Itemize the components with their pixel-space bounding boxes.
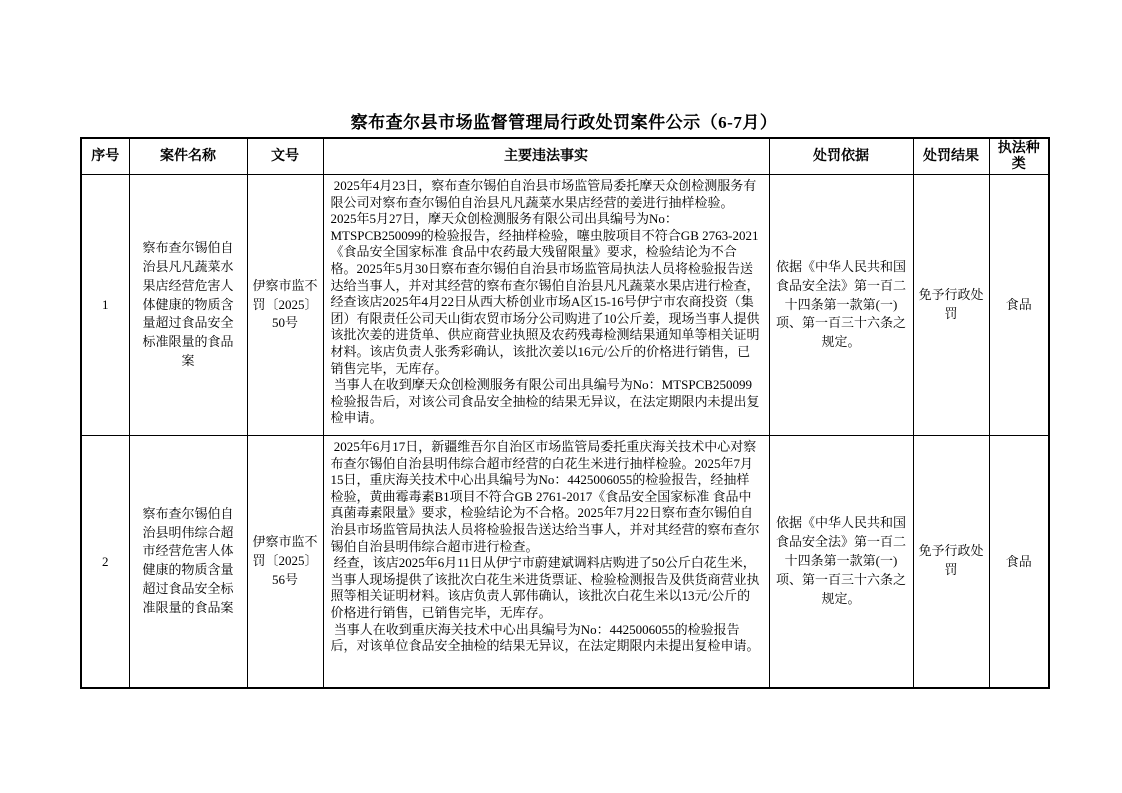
header-result: 处罚结果 [913,138,989,175]
case-doc-number: 伊察市监不罚〔2025〕56号 [247,436,323,688]
case-name: 察布查尔锡伯自治县凡凡蔬菜水果店经营危害人体健康的物质含量超过食品安全标准限量的食品案 [129,175,247,436]
facts-paragraph: 当事人在收到重庆海关技术中心出具编号为No：4425006055的检验报告后，对该单位食品安全抽检的结果无异议，在法定期限内未提出复检申请。 [330,621,760,654]
header-facts: 主要违法事实 [323,138,769,175]
facts-paragraph: 2025年5月27日，摩天众创检测服务有限公司出具编号为No：MTSPCB250099的检验报告，经抽样检验，噻虫胺项目不符合GB 2763-2021《食品安全国家标准 食品中农药最大残留限量》要求，检验结论为不合格。2025年5月30日察布查尔锡伯自治县市场监管局执法人员将检验报告送达给当事人，并对其经营的察布查尔锡伯自治县凡凡蔬菜水果店进行检查，经查该店2025年4月22日从西大桥创业市场A区15-16号伊宁市农商投资（集团）有限责任公司天山街农贸市场分公司购进了10公斤姜，现场当事人提供该批次姜的进货单、供应商营业执照及农药残毒检测结果通知单等相关证明材料。该店负责人张秀彩确认，该批次姜以16元/公斤的价格进行销售，已销售完毕，无库存。 [330,211,760,376]
table-row-case-2 [81,436,1049,688]
header-category: 执法种类 [989,138,1049,175]
case-penalty-basis: 依据《中华人民共和国食品安全法》第一百二十四条第一款第(一)项、第一百三十六条之规定。 [769,436,913,688]
facts-paragraph: 经查，该店2025年6月11日从伊宁市蔚建斌调料店购进了50公斤白花生米，当事人现场提供了该批次白花生米进货票证、检验检测报告及供货商营业执照等相关证明材料。该店负责人郭伟确认，该批次白花生米以13元/公斤的价格进行销售，已销售完毕，无库存。 [330,555,760,620]
case-facts [323,436,769,688]
case-penalty-basis: 依据《中华人民共和国食品安全法》第一百二十四条第一款第(一)项、第一百三十六条之规定。 [769,175,913,436]
page-title: 察布查尔县市场监督管理局行政处罚案件公示（6-7月） [350,113,778,132]
case-index: 2 [81,436,129,688]
case-penalty-result: 免予行政处罚 [913,436,989,688]
case-facts [323,175,769,436]
case-name: 察布查尔锡伯自治县明伟综合超市经营危害人体健康的物质含量超过食品安全标准限量的食品案 [129,436,247,688]
facts-paragraph: 当事人在收到摩天众创检测服务有限公司出具编号为No：MTSPCB250099检验报告后，对该公司食品安全抽检的结果无异议，在法定期限内未提出复检申请。 [330,377,760,426]
penalty-cases-table [80,137,1050,689]
table-header-row [81,138,1049,175]
case-index: 1 [81,175,129,436]
header-index: 序号 [81,138,129,175]
facts-paragraph: 2025年4月23日，察布查尔锡伯自治县市场监管局委托摩天众创检测服务有限公司对察布查尔锡伯自治县凡凡蔬菜水果店经营的姜进行抽样检验。 [330,178,757,210]
header-doc-no: 文号 [247,138,323,175]
case-enforcement-category: 食品 [989,436,1049,688]
header-basis: 处罚依据 [769,138,913,175]
table-row-case-1 [81,175,1049,436]
facts-paragraph: 2025年6月17日，新疆维吾尔自治区市场监管局委托重庆海关技术中心对察布查尔锡伯自治县明伟综合超市经营的白花生米进行抽样检验。2025年7月15日，重庆海关技术中心出具编号为No：4425006055的检验报告，经抽样检验，黄曲霉毒素B1项目不符合GB 2761-2017《食品安全国家标准 食品中真菌毒素限量》要求，检验结论为不合格。2025年7月22日察布查尔锡伯自治县市场监管局执法人员将检验报告送达给当事人，并对其经营的察布查尔锡伯自治县明伟综合超市进行检查。 [330,439,760,554]
case-doc-number: 伊察市监不罚〔2025〕50号 [247,175,323,436]
case-enforcement-category: 食品 [989,175,1049,436]
header-case-name: 案件名称 [129,138,247,175]
case-penalty-result: 免予行政处罚 [913,175,989,436]
